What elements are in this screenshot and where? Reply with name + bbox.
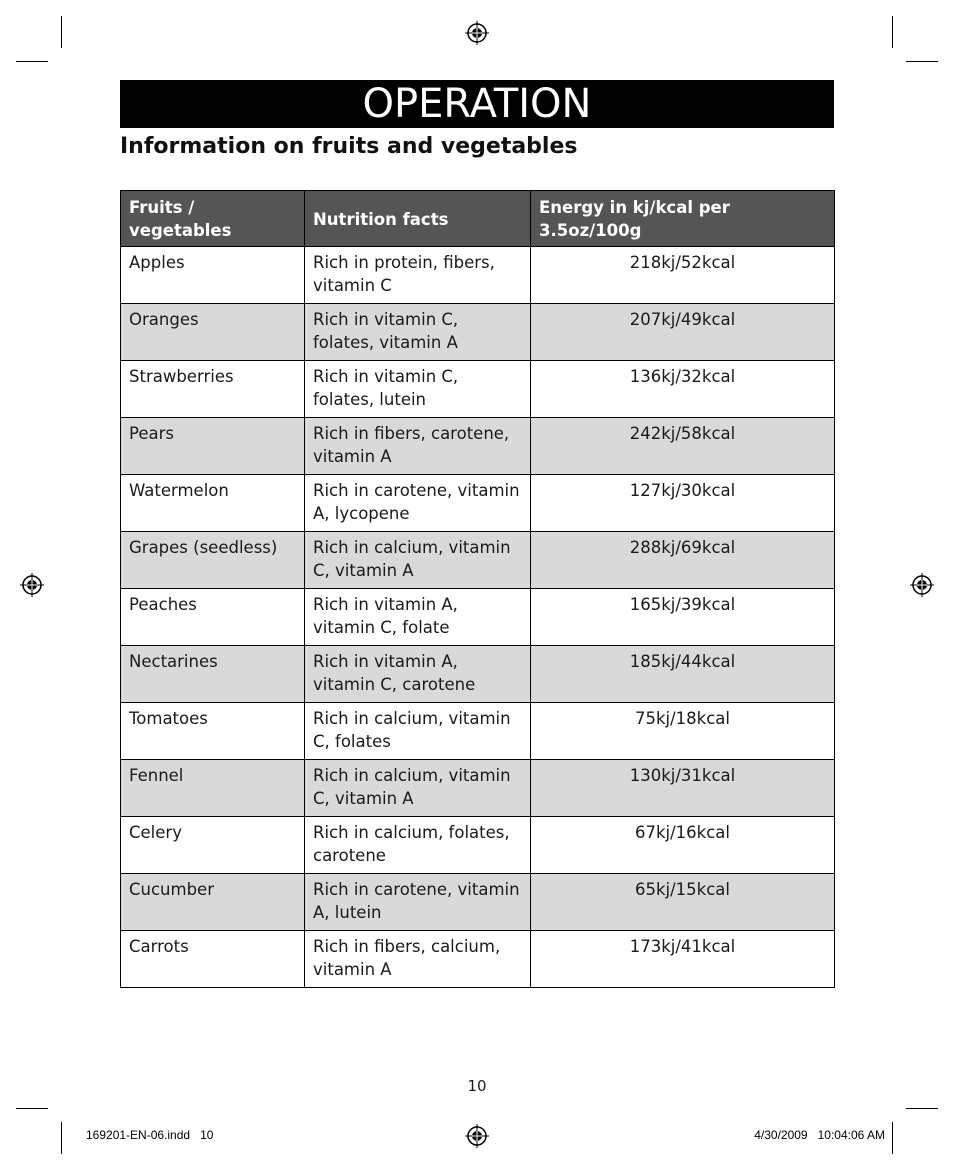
cell-item: Celery [121, 817, 305, 874]
cell-item: Carrots [121, 931, 305, 988]
table-row [121, 874, 835, 931]
table-row [121, 475, 835, 532]
cell-energy: 75kj/18kcal [531, 703, 835, 760]
cell-facts: Rich in fibers, calcium, vitamin A [305, 931, 531, 988]
cell-facts: Rich in carotene, vitamin A, lycopene [305, 475, 531, 532]
column-header-facts: Nutrition facts [305, 191, 531, 247]
crop-mark-bottom-right-v [892, 1122, 893, 1154]
cell-energy: 130kj/31kcal [531, 760, 835, 817]
cell-energy: 185kj/44kcal [531, 646, 835, 703]
registration-mark-icon [910, 573, 934, 597]
table-row [121, 247, 835, 304]
cell-facts: Rich in calcium, folates, carotene [305, 817, 531, 874]
cell-item: Pears [121, 418, 305, 475]
cell-facts: Rich in vitamin C, folates, lutein [305, 361, 531, 418]
crop-mark-top-left-v [61, 16, 62, 48]
cell-facts: Rich in calcium, vitamin C, vitamin A [305, 532, 531, 589]
cell-facts: Rich in fibers, carotene, vitamin A [305, 418, 531, 475]
table-row [121, 532, 835, 589]
cell-energy: 207kj/49kcal [531, 304, 835, 361]
table-row [121, 817, 835, 874]
crop-mark-top-left-h [16, 61, 48, 62]
cell-item: Fennel [121, 760, 305, 817]
print-slug-file: 169201-EN-06.indd 10 [86, 1128, 214, 1142]
crop-mark-top-right-h [906, 61, 938, 62]
crop-mark-bottom-left-v [61, 1122, 62, 1154]
cell-item: Oranges [121, 304, 305, 361]
table-row [121, 760, 835, 817]
registration-mark-icon [465, 1124, 489, 1148]
page-subtitle: Information on fruits and vegetables [120, 134, 578, 159]
table-row [121, 304, 835, 361]
cell-energy: 136kj/32kcal [531, 361, 835, 418]
section-title-banner: OPERATION [120, 80, 834, 128]
cell-energy: 173kj/41kcal [531, 931, 835, 988]
registration-mark-icon [465, 21, 489, 45]
table-row [121, 646, 835, 703]
cell-energy: 288kj/69kcal [531, 532, 835, 589]
cell-energy: 65kj/15kcal [531, 874, 835, 931]
column-header-item: Fruits / vegetables [121, 191, 305, 247]
cell-facts: Rich in vitamin A, vitamin C, folate [305, 589, 531, 646]
cell-item: Watermelon [121, 475, 305, 532]
nutrition-table [120, 190, 835, 988]
cell-energy: 67kj/16kcal [531, 817, 835, 874]
cell-item: Peaches [121, 589, 305, 646]
cell-item: Grapes (seedless) [121, 532, 305, 589]
cell-item: Cucumber [121, 874, 305, 931]
cell-item: Strawberries [121, 361, 305, 418]
page-number: 10 [467, 1077, 487, 1095]
registration-mark-icon [20, 573, 44, 597]
table-row [121, 931, 835, 988]
cell-facts: Rich in calcium, vitamin C, folates [305, 703, 531, 760]
table-row [121, 361, 835, 418]
cell-facts: Rich in vitamin A, vitamin C, carotene [305, 646, 531, 703]
cell-energy: 127kj/30kcal [531, 475, 835, 532]
cell-facts: Rich in calcium, vitamin C, vitamin A [305, 760, 531, 817]
crop-mark-bottom-left-h [16, 1108, 48, 1109]
cell-item: Tomatoes [121, 703, 305, 760]
crop-mark-bottom-right-h [906, 1108, 938, 1109]
cell-item: Apples [121, 247, 305, 304]
print-slug-timestamp: 4/30/2009 10:04:06 AM [754, 1128, 885, 1142]
table-row [121, 418, 835, 475]
table-row [121, 589, 835, 646]
column-header-energy: Energy in kj/kcal per 3.5oz/100g [531, 191, 835, 247]
cell-item: Nectarines [121, 646, 305, 703]
cell-energy: 242kj/58kcal [531, 418, 835, 475]
crop-mark-top-right-v [892, 16, 893, 48]
table-row [121, 703, 835, 760]
cell-energy: 165kj/39kcal [531, 589, 835, 646]
cell-facts: Rich in protein, fibers, vitamin C [305, 247, 531, 304]
cell-energy: 218kj/52kcal [531, 247, 835, 304]
cell-facts: Rich in vitamin C, folates, vitamin A [305, 304, 531, 361]
table-header-row [121, 191, 835, 247]
cell-facts: Rich in carotene, vitamin A, lutein [305, 874, 531, 931]
